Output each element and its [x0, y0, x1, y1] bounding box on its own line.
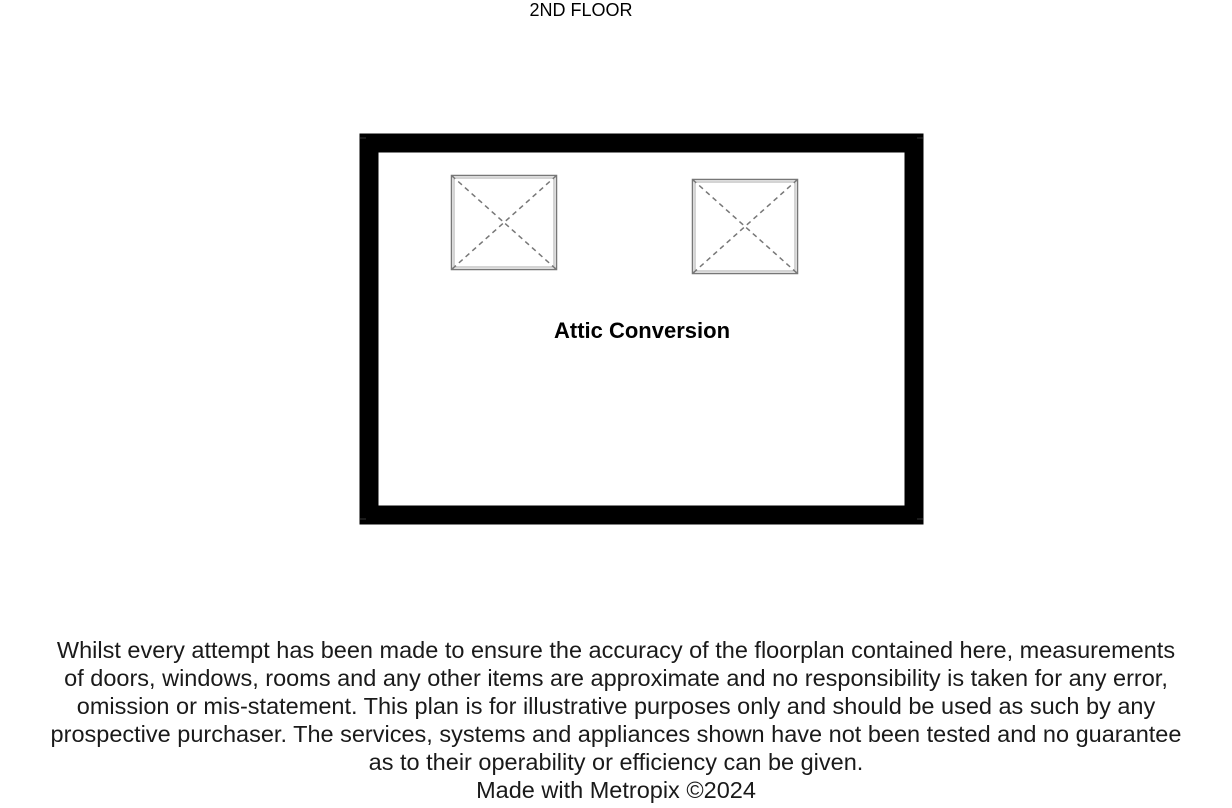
skylight-window-icon	[693, 180, 798, 274]
disclaimer-line: prospective purchaser. The services, systems and appliances shown have not been tested and no guarantee	[50, 721, 1182, 747]
skylight-window-icon	[452, 176, 557, 270]
credit-text: Made with Metropix ©2024	[476, 777, 756, 803]
disclaimer-line: omission or mis-statement. This plan is for illustrative purposes only and should be used as such by any	[76, 693, 1156, 719]
disclaimer-line: as to their operability or efficiency can be given.	[368, 749, 864, 775]
room-label: Attic Conversion	[553, 318, 731, 343]
disclaimer-line: Whilst every attempt has been made to ensure the accuracy of the floorplan contained here, measurements	[56, 637, 1176, 663]
disclaimer	[0, 636, 1232, 804]
disclaimer-line: of doors, windows, rooms and any other items are approximate and no responsibility is taken for any error,	[64, 665, 1168, 691]
floor-title: 2ND FLOOR	[529, 0, 633, 20]
